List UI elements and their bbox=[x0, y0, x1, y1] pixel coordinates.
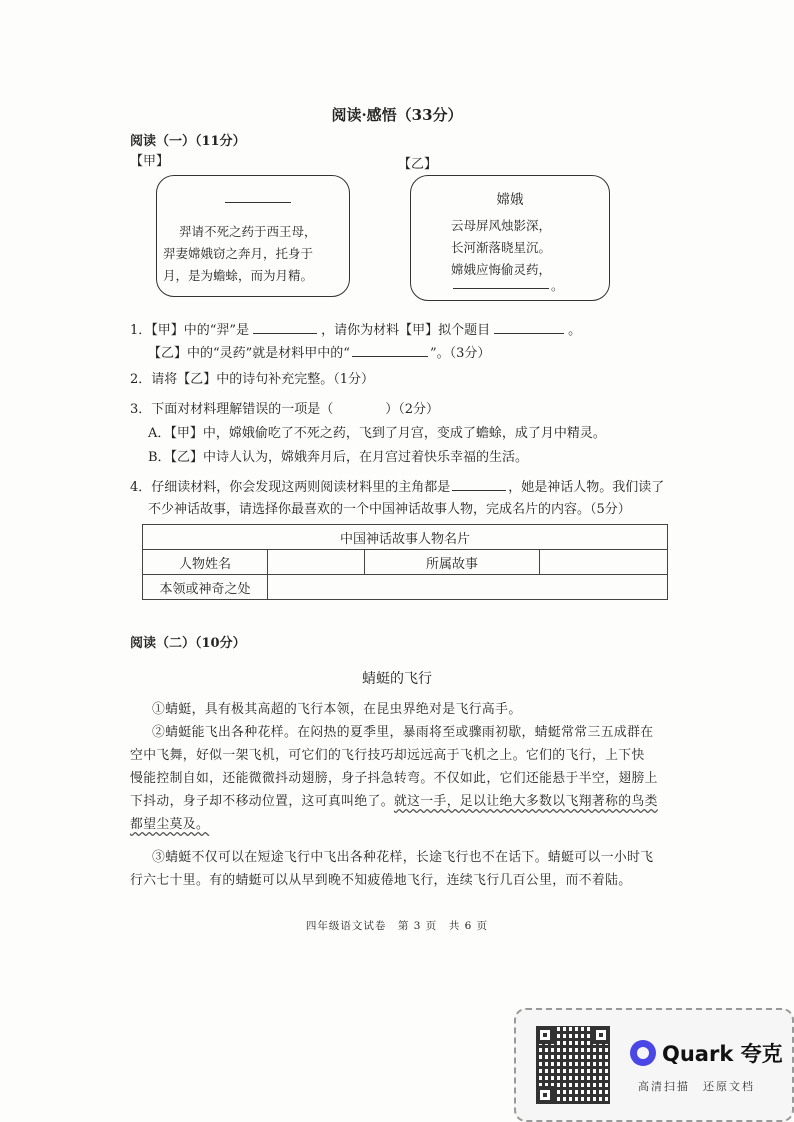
card-ability-label: 本领或神奇之处 bbox=[143, 575, 268, 600]
poem-line: 云母屏风烛影深， bbox=[451, 218, 552, 233]
question-4 bbox=[130, 477, 664, 498]
card-name-label: 人物姓名 bbox=[143, 550, 268, 575]
poem-blank[interactable] bbox=[453, 288, 549, 289]
card-story-cell[interactable] bbox=[540, 550, 668, 575]
p2-line: 空中飞舞，好似一架飞机，可它们的飞行技巧却远远高于飞机之上。它们的飞行，上下快 bbox=[130, 748, 645, 763]
reading2-heading: 阅读（二）（10分） bbox=[130, 636, 246, 651]
passage-a-line: 羿请不死之药于西王母， bbox=[179, 224, 317, 239]
option-a[interactable]: A．【甲】中，嫦娥偷吃了不死之药，飞到了月宫，变成了蟾蜍，成了月中精灵。 bbox=[148, 426, 606, 441]
poem-title: 嫦娥 bbox=[496, 192, 524, 208]
poem-line-end: 。 bbox=[551, 278, 564, 293]
quark-logo-icon bbox=[630, 1040, 656, 1066]
q4-text: ，她是神话人物。我们读了 bbox=[508, 480, 665, 495]
q4-blank[interactable] bbox=[452, 477, 506, 491]
quark-logo bbox=[630, 1038, 783, 1068]
q1-text: 【乙】中的“灵药”就是材料甲中的“ bbox=[148, 346, 350, 361]
section-title: 阅读·感悟（33分） bbox=[331, 106, 463, 124]
poem-line: 长河渐落晓星沉。 bbox=[451, 240, 552, 255]
page-footer: 四年级语文试卷 第 3 页 共 6 页 bbox=[305, 920, 489, 932]
p2-line: 慢能控制自如，还能微微抖动翅膀，身子抖急转弯。不仅如此，它们还能悬于半空，翅膀上 bbox=[130, 771, 658, 786]
option-b[interactable]: B．【乙】中诗人认为，嫦娥奔月后，在月宫过着快乐幸福的生活。 bbox=[148, 450, 529, 465]
quark-watermark bbox=[514, 1008, 794, 1122]
card-ability-cell[interactable] bbox=[268, 575, 668, 600]
paragraph-2 bbox=[130, 721, 670, 836]
paragraph-3 bbox=[130, 846, 670, 892]
character-card-table bbox=[142, 524, 668, 600]
q1-blank-1[interactable] bbox=[253, 320, 317, 334]
p2-line: 下抖动，身子却不移动位置，这可真叫绝了。 bbox=[130, 794, 394, 809]
q1-blank-2[interactable] bbox=[494, 320, 564, 334]
quark-brand: Quark 夸克 bbox=[662, 1042, 783, 1066]
card-name-cell[interactable] bbox=[268, 550, 365, 575]
label-a: 【甲】 bbox=[130, 154, 170, 169]
question-3: 3．下面对材料理解错误的一项是（ ）（2分） bbox=[130, 402, 440, 417]
q1-text: ”。（3分） bbox=[429, 346, 491, 361]
passage-a-line: 羿妻嫦娥窃之奔月，托身于 bbox=[163, 246, 314, 261]
passage-a-title-blank bbox=[225, 202, 291, 203]
card-story-label: 所属故事 bbox=[365, 550, 540, 575]
paragraph-1: ①蜻蜓，具有极其高超的飞行本领，在昆虫界绝对是飞行高手。 bbox=[152, 702, 522, 717]
passage-a-box bbox=[156, 175, 350, 297]
poem-box bbox=[410, 175, 610, 301]
p3-line: 行六七十里。有的蜻蜓可以从早到晚不知疲倦地飞行，连续飞行几百公里，而不着陆。 bbox=[130, 873, 632, 888]
q1-text: ，请你为材料【甲】拟个题目 bbox=[321, 323, 491, 338]
p2-line: ②蜻蜓能飞出各种花样。在闷热的夏季里，暴雨将至或骤雨初歇，蜻蜓常常三五成群在 bbox=[152, 725, 654, 740]
card-title: 中国神话故事人物名片 bbox=[143, 525, 668, 550]
question-4-b: 不少神话故事，请选择你最喜欢的一个中国神话故事人物，完成名片的内容。（5分） bbox=[148, 502, 631, 517]
question-2: 2．请将【乙】中的诗句补充完整。（1分） bbox=[130, 372, 375, 387]
article-title: 蜻蜓的飞行 bbox=[362, 671, 432, 687]
passage-a-line: 月，是为蟾蜍，而为月精。 bbox=[163, 268, 314, 283]
poem-line: 嫦娥应悔偷灵药， bbox=[451, 262, 552, 277]
wavy-underlined-text: 都望尘莫及。 bbox=[130, 817, 210, 832]
question-1-b bbox=[148, 343, 490, 364]
quark-slogan: 高清扫描 还原文档 bbox=[638, 1080, 755, 1093]
p3-line: ③蜻蜓不仅可以在短途飞行中飞出各种花样，长途飞行也不在话下。蜻蜓可以一小时飞 bbox=[152, 850, 654, 865]
reading1-heading: 阅读（一）（11分） bbox=[130, 134, 246, 149]
q1-text: 。 bbox=[568, 323, 582, 338]
q4-text: 4．仔细读材料，你会发现这两则阅读材料里的主角都是 bbox=[130, 480, 451, 495]
qr-code-icon bbox=[536, 1026, 610, 1104]
q1-blank-3[interactable] bbox=[352, 343, 428, 357]
q1-text: 1．【甲】中的“羿”是 bbox=[130, 323, 250, 338]
label-b: 【乙】 bbox=[398, 157, 438, 172]
question-1 bbox=[130, 320, 581, 341]
wavy-underlined-text: 就这一手，足以让绝大多数以飞翔著称的鸟类 bbox=[393, 794, 658, 809]
